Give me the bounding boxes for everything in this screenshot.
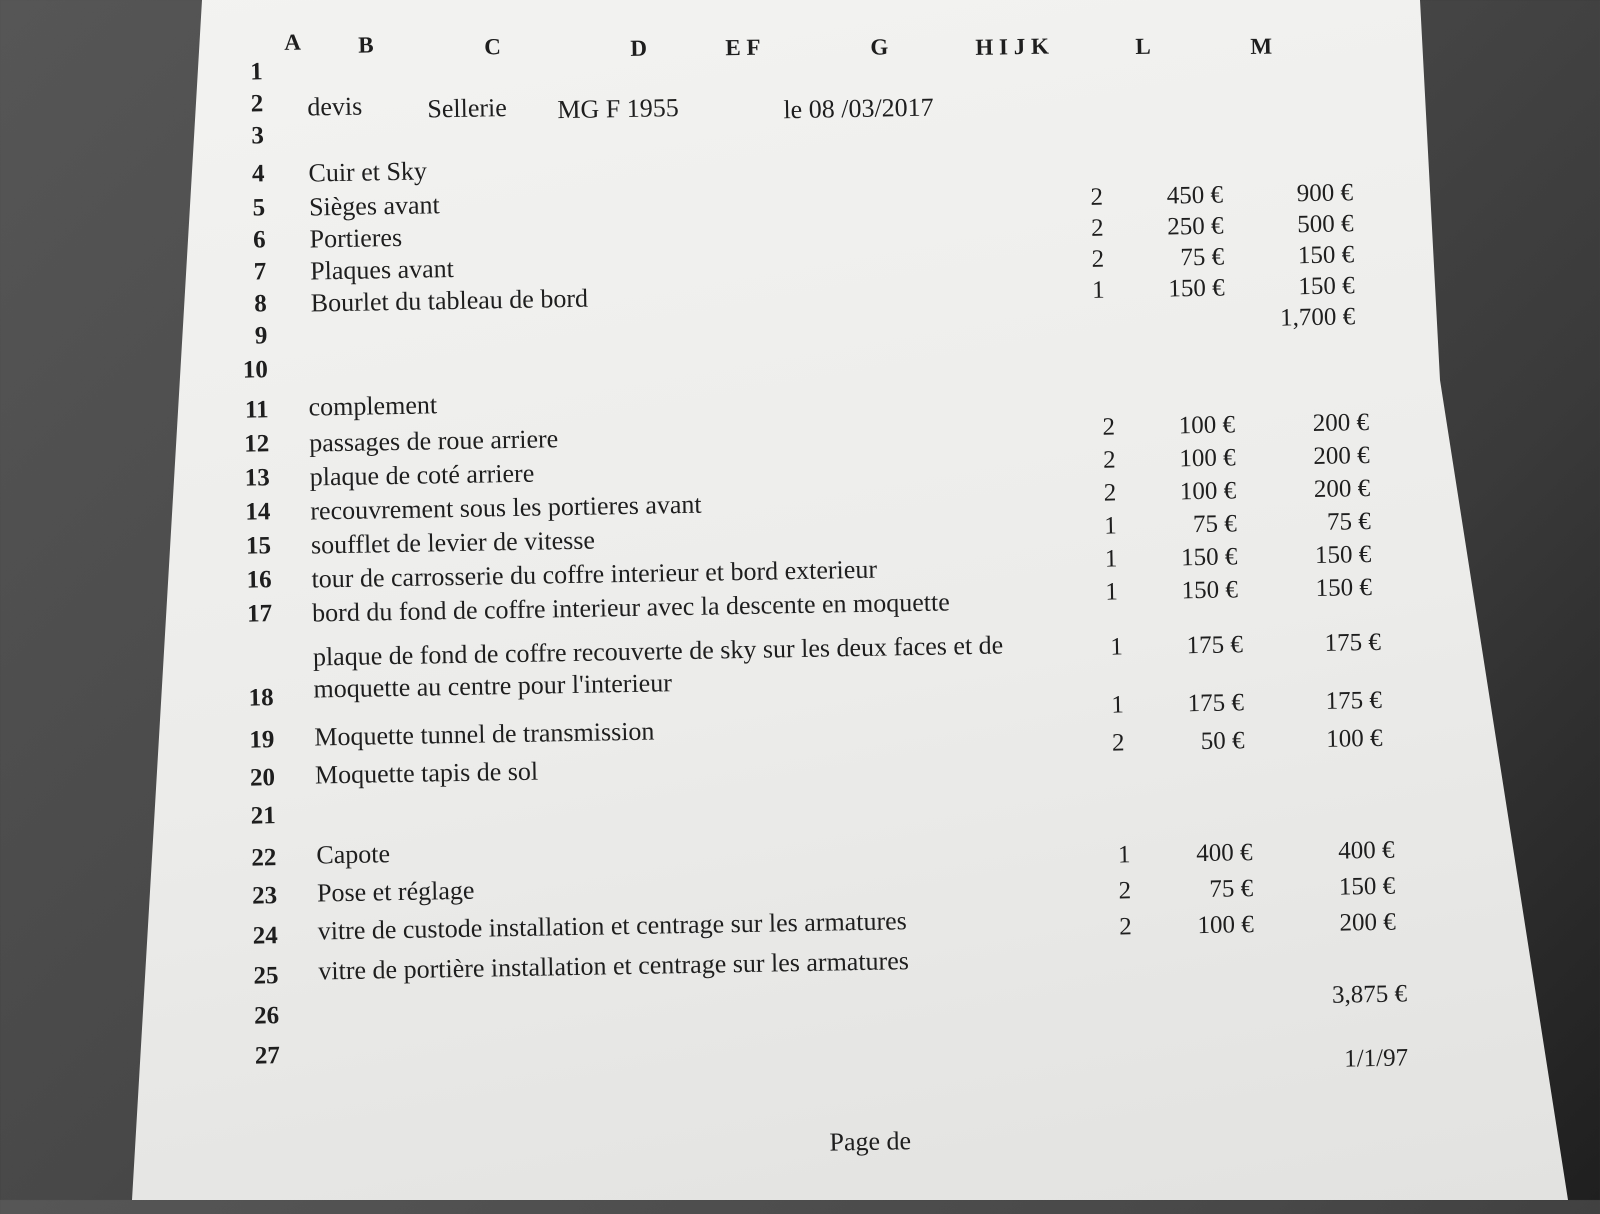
row-number: 12 (243, 430, 270, 458)
quote-date: le 08 /03/2017 (783, 92, 934, 125)
line-item-description: Pose et réglage (316, 875, 475, 908)
line-item-unit-price: 175 € (1186, 631, 1244, 660)
line-item-quantity: 2 (1091, 245, 1105, 273)
line-item-unit-price: 100 € (1178, 411, 1236, 440)
line-item-unit-price: 175 € (1187, 689, 1245, 718)
row-number: 10 (242, 356, 269, 384)
grand-total: 3,875 € (1331, 980, 1408, 1009)
line-item-total: 150 € (1338, 872, 1396, 901)
line-item-description: bord du fond de coffre interieur avec la descente en moquette (311, 587, 950, 628)
line-item-unit-price: 150 € (1180, 543, 1238, 572)
print-date: 1/1/97 (1343, 1044, 1409, 1073)
line-item-unit-price: 50 € (1200, 727, 1245, 756)
line-item-quantity: 2 (1102, 446, 1116, 474)
row-number: 23 (251, 882, 278, 910)
line-item-unit-price: 250 € (1167, 212, 1224, 241)
row-number: 24 (252, 922, 279, 950)
line-item-quantity: 2 (1090, 183, 1104, 211)
row-number: 17 (246, 600, 273, 628)
line-item-unit-price: 400 € (1196, 839, 1253, 868)
line-item-description: recouvrement sous les portieres avant (310, 489, 702, 526)
line-item-total: 175 € (1324, 628, 1382, 657)
quote-category: Sellerie (427, 93, 508, 124)
line-item-quantity: 1 (1104, 545, 1118, 573)
line-item-quantity: 2 (1103, 479, 1117, 507)
row-number: 26 (253, 1002, 280, 1030)
row-number: 2 (250, 90, 264, 118)
line-item-total: 200 € (1339, 908, 1396, 937)
row-number: 14 (245, 498, 271, 526)
row-number: 1 (249, 58, 263, 86)
line-item-quantity: 2 (1119, 913, 1132, 941)
row-number: 13 (244, 464, 271, 492)
line-item-unit-price: 75 € (1209, 875, 1254, 903)
line-item-total: 100 € (1326, 724, 1383, 753)
line-item-total: 500 € (1297, 210, 1354, 239)
line-item-description: vitre de portière installation et centrage sur les armatures (318, 946, 910, 986)
section-heading: Capote (316, 839, 391, 870)
line-item-unit-price: 100 € (1197, 911, 1254, 940)
line-item-unit-price: 75 € (1192, 510, 1237, 539)
line-item-total: 175 € (1325, 686, 1383, 715)
line-item-total: 900 € (1296, 179, 1354, 208)
line-item-unit-price: 100 € (1179, 477, 1237, 506)
line-item-description: plaque de fond de coffre recouverte de sky sur les deux faces et de (312, 630, 1004, 672)
line-item-description: vitre de custode installation et centrage sur les armatures (317, 906, 907, 946)
vehicle-model: MG F 1955 (557, 93, 679, 125)
column-header-l: L (1135, 33, 1151, 60)
subtotal: 1,700 € (1279, 303, 1356, 332)
line-item-quantity: 2 (1118, 877, 1132, 905)
row-number: 3 (251, 122, 265, 150)
row-number: 19 (249, 726, 275, 754)
line-item-description: Plaques avant (309, 253, 455, 286)
row-number: 5 (252, 194, 266, 222)
line-item-quantity: 1 (1110, 633, 1124, 661)
row-number: 18 (248, 684, 274, 712)
row-number: 9 (254, 322, 268, 350)
line-item-quantity: 2 (1102, 413, 1116, 441)
row-number: 15 (245, 532, 272, 560)
row-number: 25 (253, 962, 279, 990)
column-header-g: G (870, 34, 889, 60)
column-header-m: M (1250, 33, 1273, 60)
line-item-total: 200 € (1312, 409, 1370, 438)
line-item-total: 75 € (1326, 508, 1371, 536)
line-item-description: Sièges avant (308, 190, 440, 222)
line-item-total: 150 € (1314, 541, 1372, 570)
line-item-description: soufflet de levier de vitesse (310, 525, 596, 560)
line-item-unit-price: 450 € (1166, 181, 1224, 210)
line-item-total: 200 € (1313, 475, 1371, 504)
page-footer: Page de (829, 1126, 912, 1157)
line-item-unit-price: 150 € (1168, 274, 1225, 303)
row-number: 22 (251, 844, 277, 872)
line-item-total: 200 € (1313, 442, 1370, 471)
row-number: 8 (254, 290, 267, 318)
column-header-ef: E F (725, 34, 761, 61)
row-number: 7 (253, 258, 267, 286)
section-heading: Cuir et Sky (308, 156, 428, 188)
line-item-description: Portieres (309, 222, 403, 254)
line-item-description-continued: moquette au centre pour l'interieur (313, 668, 673, 704)
column-header-a: A (283, 29, 302, 55)
row-number: 11 (244, 396, 269, 424)
line-item-total: 400 € (1337, 836, 1395, 865)
row-number: 16 (246, 566, 272, 594)
line-item-quantity: 1 (1105, 578, 1119, 606)
row-number: 6 (252, 226, 266, 254)
line-item-quantity: 1 (1091, 276, 1105, 304)
line-item-quantity: 1 (1111, 691, 1125, 719)
line-item-description: Moquette tunnel de transmission (314, 716, 655, 752)
line-item-unit-price: 150 € (1181, 576, 1239, 605)
line-item-quantity: 2 (1111, 729, 1125, 757)
section-heading: complement (308, 390, 438, 422)
line-item-unit-price: 100 € (1179, 444, 1236, 473)
line-item-unit-price: 75 € (1180, 243, 1225, 272)
column-header-b: B (358, 32, 374, 58)
quote-label: devis (307, 91, 363, 122)
line-item-description: Moquette tapis de sol (314, 756, 539, 790)
column-header-hijk: H I J K (975, 33, 1050, 60)
column-header-c: C (484, 34, 502, 60)
row-number: 4 (251, 160, 265, 188)
line-item-total: 150 € (1297, 241, 1355, 270)
line-item-description: Bourlet du tableau de bord (310, 283, 589, 318)
column-header-d: D (630, 35, 648, 61)
line-item-quantity: 1 (1104, 512, 1117, 540)
line-item-total: 150 € (1315, 574, 1373, 602)
line-item-total: 150 € (1298, 272, 1355, 301)
line-item-quantity: 2 (1090, 214, 1104, 242)
row-number: 21 (250, 802, 276, 830)
line-item-description: plaque de coté arriere (309, 458, 535, 492)
line-item-description: tour de carrosserie du coffre interieur et bord exterieur (311, 554, 878, 594)
line-item-description: passages de roue arriere (308, 424, 559, 458)
row-number: 20 (249, 764, 276, 792)
line-item-quantity: 1 (1117, 841, 1131, 869)
row-number: 27 (254, 1042, 281, 1070)
